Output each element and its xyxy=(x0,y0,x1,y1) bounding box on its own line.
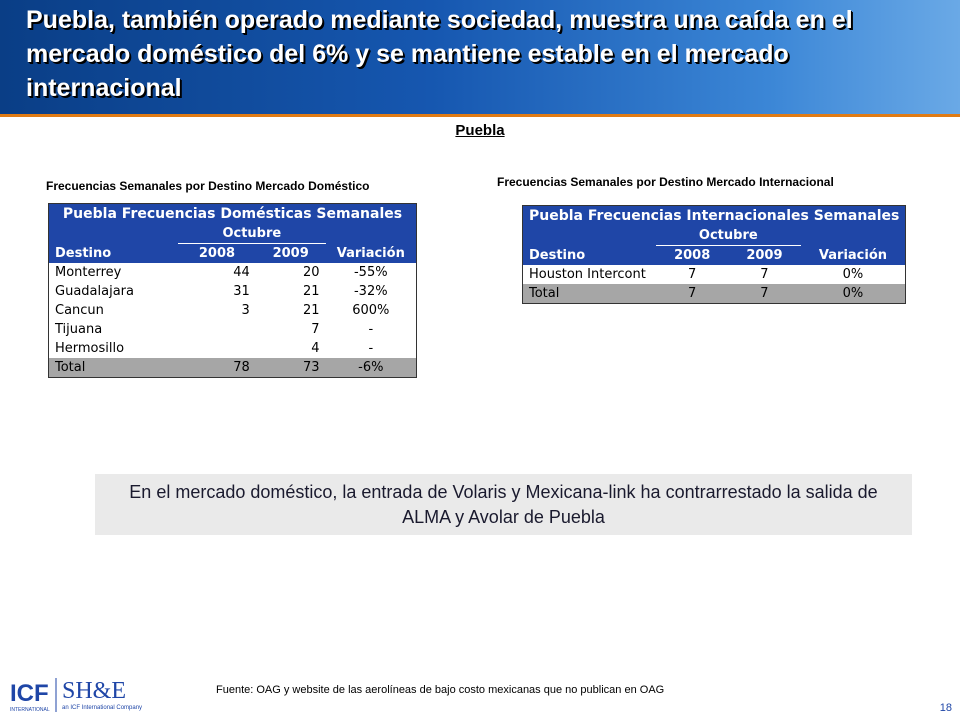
value-2008: 3 xyxy=(241,303,250,318)
table-row xyxy=(49,282,417,301)
variation-cell: - xyxy=(368,322,374,337)
destino-cell: Tijuana xyxy=(55,322,103,337)
variation-cell: 0% xyxy=(842,267,864,282)
total-label: Total xyxy=(49,358,179,378)
total-2009: 73 xyxy=(256,358,326,378)
total-label: Total xyxy=(523,284,657,304)
header-banner xyxy=(0,0,960,114)
col-destino: Destino xyxy=(523,246,657,266)
page-number: 18 xyxy=(939,702,952,714)
source-footnote: Fuente: OAG y website de las aerolíneas de bajo costo mexicanas que no publican en OAG xyxy=(216,684,665,696)
international-caption: Frecuencias Semanales por Destino Mercado Internacional xyxy=(497,175,834,189)
value-2008 xyxy=(178,320,256,339)
table-row xyxy=(523,265,906,284)
destino-cell: Houston Intercont xyxy=(529,267,646,282)
total-row xyxy=(523,284,906,304)
destino-cell: Cancun xyxy=(55,303,104,318)
section-subtitle: Puebla xyxy=(455,122,505,139)
table-row xyxy=(49,263,417,282)
col-2008: 2008 xyxy=(178,244,256,264)
domestic-period: Octubre xyxy=(178,224,325,244)
header-divider xyxy=(0,114,960,117)
total-2009: 7 xyxy=(728,284,800,304)
variation-cell: -32% xyxy=(353,284,388,299)
col-destino: Destino xyxy=(49,244,179,264)
col-2009: 2009 xyxy=(728,246,800,266)
domestic-frequency-table xyxy=(48,203,417,378)
international-period: Octubre xyxy=(656,226,801,246)
col-2008: 2008 xyxy=(656,246,728,266)
value-2008: 31 xyxy=(233,284,250,299)
table-row xyxy=(49,320,417,339)
table-title-row xyxy=(49,204,417,225)
table-row xyxy=(49,301,417,320)
summary-note xyxy=(95,474,912,535)
summary-note-text: En el mercado doméstico, la entrada de Volaris y Mexicana-link ha contrarrestado la salida de ALMA y Avolar de Puebla xyxy=(129,481,878,527)
value-2009: 7 xyxy=(311,322,320,337)
logo-icf-subtext: INTERNATIONAL xyxy=(10,707,50,713)
value-2008 xyxy=(178,339,256,358)
destino-cell: Monterrey xyxy=(55,265,122,280)
col-variacion: Variación xyxy=(801,246,906,266)
variation-cell: -55% xyxy=(353,265,388,280)
total-2008: 78 xyxy=(178,358,256,378)
logo-she-text: SH&E xyxy=(62,678,127,704)
logo-icf-text: ICF xyxy=(10,680,49,707)
value-2008: 7 xyxy=(688,267,697,282)
variation-cell: 600% xyxy=(352,303,390,318)
total-row xyxy=(49,358,417,378)
destino-cell: Guadalajara xyxy=(55,284,134,299)
col-2009: 2009 xyxy=(256,244,326,264)
table-title-row xyxy=(523,206,906,227)
international-frequency-table xyxy=(522,205,906,304)
value-2009: 21 xyxy=(303,303,320,318)
total-variation: -6% xyxy=(326,358,417,378)
value-2009: 7 xyxy=(760,267,769,282)
table-header-row xyxy=(49,244,417,264)
destino-cell: Hermosillo xyxy=(55,341,125,356)
slide-title: Puebla, también operado mediante sociedad, muestra una caída en el mercado doméstico del 6% y se mantiene estable en el mercado internacional xyxy=(26,6,853,102)
variation-cell: - xyxy=(368,341,374,356)
value-2009: 20 xyxy=(303,265,320,280)
table-row xyxy=(49,339,417,358)
table-header-row xyxy=(523,246,906,266)
domestic-table-title: Puebla Frecuencias Domésticas Semanales xyxy=(49,204,417,225)
col-variacion: Variación xyxy=(326,244,417,264)
total-variation: 0% xyxy=(801,284,906,304)
total-2008: 7 xyxy=(656,284,728,304)
icf-she-logo xyxy=(10,676,150,714)
value-2009: 21 xyxy=(303,284,320,299)
value-2008: 44 xyxy=(233,265,250,280)
logo-she-subtext: an ICF International Company xyxy=(62,705,143,711)
table-period-row xyxy=(49,224,417,244)
value-2009: 4 xyxy=(311,341,320,356)
table-period-row xyxy=(523,226,906,246)
international-table-title: Puebla Frecuencias Internacionales Semanales xyxy=(523,206,906,227)
domestic-caption: Frecuencias Semanales por Destino Mercado Doméstico xyxy=(46,179,370,193)
